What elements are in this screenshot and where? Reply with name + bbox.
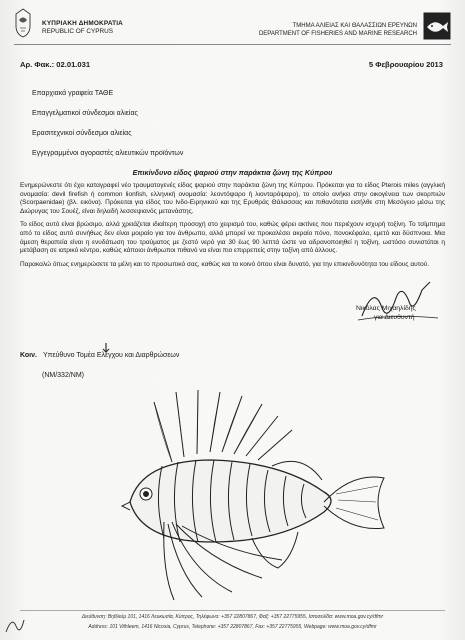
header-gov-gr: ΚΥΠΡΙΑΚΗ ΔΗΜΟΚΡΑΤΙΑ bbox=[42, 20, 123, 27]
lionfish-illustration bbox=[102, 382, 392, 607]
body-paragraph: Το είδος αυτό είναι βρώσιμο, αλλά χρειάζεται ιδιαίτερη προσοχή στο χειρισμό του, καθώς φέρει ακτίνες που περιέχουν ισχυρή τοξίνη. Το τσίμπημα από το είδος αυτό συνήθως δεν είναι μοιραίο για τον άνθρωπο, αλλά μπορεί να προκαλέσει ακραίο πόνο, πονοκέφαλο, εμετό και δύσπνοια. Μια άμεση θεραπεία είναι η ενυδάτωση του τραύματος με ζεστό νερό για 30 έως 90 λεπτά ώστε να αδρανοποιηθεί η τοξίνη, ωστόσο συνιστάται η μετάβαση σε ιατρικό κέντρο, καθώς κάποιοι άνθρωποι πιθανό να είναι πιο επιρρεπείς στην τοξίνη από άλλους. bbox=[20, 221, 445, 255]
carbon-copy bbox=[20, 352, 179, 359]
footer-divider bbox=[20, 610, 445, 611]
internal-code: (NM/332/NM) bbox=[42, 372, 85, 379]
signatory-title: για Διευθυντή bbox=[374, 314, 415, 321]
header-right bbox=[211, 6, 451, 46]
body-paragraph: Παρακαλώ όπως ενημερώσετε τα μέλη και το προσωπικό σας, καθώς και το κοινό όπου είναι δυνατό, για την επικινδυνότητα του είδους αυτού. bbox=[20, 260, 430, 268]
letter-date: 5 Φεβρουαρίου 2013 bbox=[368, 60, 443, 69]
header-divider bbox=[14, 44, 451, 45]
recipient-list bbox=[32, 84, 183, 164]
fish-logo-icon bbox=[423, 12, 451, 40]
body-paragraph: Ενημερώνεστε ότι έχει καταγραφεί νέο τραυματογενές είδος ψαριού στην παράκτια ζώνη της Κύπρου. Πρόκειται για το είδος Pterois miles (αγγλική ονομασία: devil firefish ή common lionfish, ελληνική ονομασία: λεοντόψαρο ή λιονταρόψαρο), το οποίο ανήκει στην οικογένεια των σκορπιών (Scorpaenidae) (βλ. εικόνα). Πρόκειται για είδος του Ινδο-Ειρηνικού και της Ερυθράς Θάλασσας και πιθανότατα εισήλθε στη Μεσόγειο μέσω της Διώρυγας του Σουέζ, είναι δηλαδή λεσσεψιανός μετανάστης. bbox=[20, 182, 445, 215]
header-dept-gr: ΤΜΗΜΑ ΑΛΙΕΙΑΣ ΚΑΙ ΘΑΛΑΣΣΙΩΝ ΕΡΕΥΝΩΝ bbox=[292, 23, 417, 29]
letter-subject: Επικίνδυνο είδος ψαριού στην παράκτια ζώνη της Κύπρου bbox=[132, 168, 333, 177]
recipient-item: Επαγγελματικοί σύνδεσμοι αλιείας bbox=[32, 110, 138, 117]
signatory-name: Νικόλας Μιχαηλίδης bbox=[356, 305, 416, 312]
letter-body bbox=[20, 182, 445, 274]
header-dept-en: DEPARTMENT OF FISHERIES AND MARINE RESEARCH bbox=[258, 31, 417, 37]
recipient-item: Επαρχιακά γραφεία ΤΑΘΕ bbox=[32, 90, 114, 97]
header-gov-en: REPUBLIC OF CYPRUS bbox=[42, 28, 114, 35]
recipient-item: Εγγεγραμμένοι αγοραστές αλιευτικών προϊόντων bbox=[32, 150, 184, 157]
footer-address-gr: Διεύθυνση: Βηθλεέμ 101, 1416 Λευκωσία, Κύπρος, Τηλέφωνο: +357 22807867, Φαξ: +357 22775955, Ιστοσελίδα: www.moa.gov.cy/dfmr bbox=[81, 614, 384, 620]
file-reference: Αρ. Φακ.: 02.01.031 bbox=[20, 60, 91, 69]
footer-address-en: Address: 101 Vithleem, 1416 Nicosia, Cyprus, Telephone: +357 22807867, Fax: +357 22775955, Webpage: www.moa.gov.cy/dfmr bbox=[88, 624, 377, 630]
cc-recipient: Υπεύθυνο Τομέα Ελέγχου και Διαρθρώσεων bbox=[42, 352, 180, 359]
recipient-item: Ερασιτεχνικοί σύνδεσμοι αλιείας bbox=[32, 130, 132, 137]
cc-label: Κοιν. bbox=[20, 352, 37, 359]
cyprus-emblem-icon bbox=[14, 8, 32, 38]
